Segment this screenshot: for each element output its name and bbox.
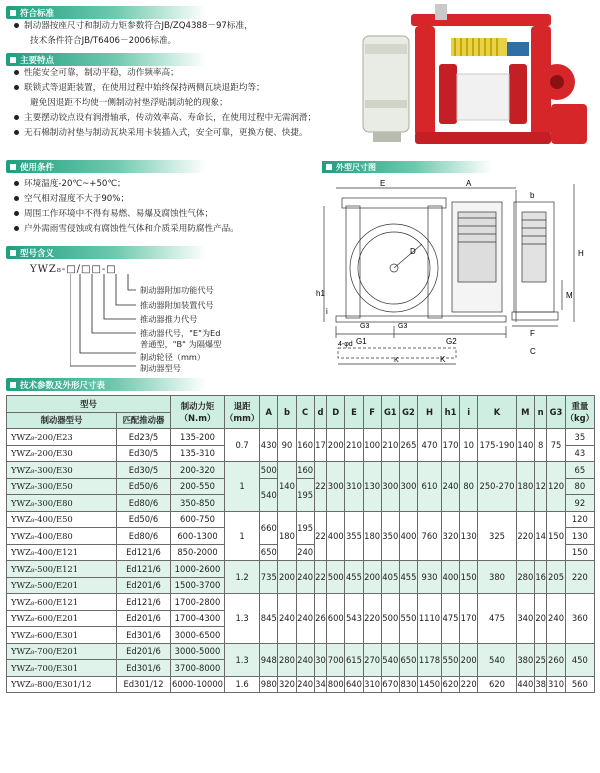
brake-model-cell: YWZ₈-400/E121 xyxy=(7,544,117,561)
torque-cell: 1500-3700 xyxy=(171,577,225,594)
b-cell: 180 xyxy=(278,511,296,561)
brake-product-photo xyxy=(355,4,595,154)
pusher-cell: Ed301/6 xyxy=(117,627,171,644)
b-cell: 320 xyxy=(278,676,296,693)
brake-model-cell: YWZ₈-300/E30 xyxy=(7,462,117,479)
weight-cell: 130 xyxy=(565,528,594,545)
header-retreat: 退距（mm） xyxy=(225,396,260,429)
weight-cell: 92 xyxy=(565,495,594,512)
n-cell: 14 xyxy=(534,511,546,561)
section-outline-drawing: 外型尺寸图 xyxy=(322,161,492,173)
model-label-3: 推动器推力代号 xyxy=(140,314,198,324)
torque-cell: 600-1300 xyxy=(171,528,225,545)
G3-cell: 260 xyxy=(547,643,565,676)
dim-label-G1: G1 xyxy=(356,337,367,346)
K-cell: 475 xyxy=(478,594,516,644)
b-cell: 280 xyxy=(278,643,296,676)
C-cell: 240 xyxy=(296,643,314,676)
C-cell: 160 xyxy=(296,429,314,462)
weight-cell: 220 xyxy=(565,561,594,594)
pusher-cell: Ed121/6 xyxy=(117,561,171,578)
table-row xyxy=(7,511,595,528)
header-col: A xyxy=(260,396,278,429)
header-model: 型号 xyxy=(7,396,171,413)
model-label-7: 制动器型号 xyxy=(140,363,181,373)
G1-cell: 350 xyxy=(381,511,399,561)
M-cell: 340 xyxy=(516,594,534,644)
table-row xyxy=(7,462,595,479)
model-label-2: 推动器附加装置代号 xyxy=(140,300,214,310)
n-cell: 16 xyxy=(534,561,546,594)
F-cell: 100 xyxy=(363,429,381,462)
C-cell: 160 xyxy=(296,462,314,479)
K-cell: 380 xyxy=(478,561,516,594)
G1-cell: 210 xyxy=(381,429,399,462)
pusher-cell: Ed30/5 xyxy=(117,462,171,479)
header-col: E xyxy=(345,396,363,429)
dim-label-C: C xyxy=(530,347,536,356)
F-cell: 310 xyxy=(363,676,381,693)
F-cell: 180 xyxy=(363,511,381,561)
b-cell: 240 xyxy=(278,594,296,644)
retreat-cell: 1 xyxy=(225,462,260,512)
C-cell: 240 xyxy=(296,544,314,561)
G3-cell: 75 xyxy=(547,429,565,462)
b-cell: 200 xyxy=(278,561,296,594)
E-cell: 640 xyxy=(345,676,363,693)
pusher-cell: Ed80/6 xyxy=(117,495,171,512)
section-standards: 符合标准 xyxy=(6,6,206,19)
condition-item: 户外需雨雪侵蚀或有腐蚀性气体和介质采用防腐性产品。 xyxy=(14,223,239,236)
torque-cell: 135-200 xyxy=(171,429,225,446)
G2-cell: 650 xyxy=(399,643,417,676)
E-cell: 455 xyxy=(345,561,363,594)
D-cell: 300 xyxy=(327,462,345,512)
G3-cell: 205 xyxy=(547,561,565,594)
pusher-cell: Ed121/6 xyxy=(117,544,171,561)
M-cell: 280 xyxy=(516,561,534,594)
M-cell: 440 xyxy=(516,676,534,693)
i-cell: 200 xyxy=(460,643,478,676)
h1-cell: 620 xyxy=(441,676,459,693)
model-code-leader-lines xyxy=(70,274,140,370)
standards-line-2: 技术条件符合JB/T6406－2006标准。 xyxy=(30,36,177,46)
pusher-cell: Ed301/12 xyxy=(117,676,171,693)
C-cell: 240 xyxy=(296,676,314,693)
section-features: 主要特点 xyxy=(6,53,206,66)
header-col: M xyxy=(516,396,534,429)
D-cell: 400 xyxy=(327,511,345,561)
torque-cell: 1000-2600 xyxy=(171,561,225,578)
K-cell: 540 xyxy=(478,643,516,676)
dim-label-h1: h1 xyxy=(316,289,325,298)
table-row xyxy=(7,561,595,578)
brake-model-cell: YWZ₈-600/E121 xyxy=(7,594,117,611)
K-cell: 250-270 xyxy=(478,462,516,512)
d-cell: 22 xyxy=(314,511,326,561)
torque-cell: 6000-10000 xyxy=(171,676,225,693)
n-cell: 38 xyxy=(534,676,546,693)
brake-model-cell: YWZ₈-700/E201 xyxy=(7,643,117,660)
weight-cell: 43 xyxy=(565,445,594,462)
weight-cell: 560 xyxy=(565,676,594,693)
M-cell: 180 xyxy=(516,462,534,512)
header-col: G3 xyxy=(547,396,565,429)
G2-cell: 550 xyxy=(399,594,417,644)
retreat-cell: 0.7 xyxy=(225,429,260,462)
feature-item: 性能安全可靠，制动平稳，动作频率高； xyxy=(14,67,179,80)
pusher-cell: Ed50/6 xyxy=(117,478,171,495)
retreat-cell: 1.3 xyxy=(225,643,260,676)
d-cell: 22 xyxy=(314,561,326,594)
header-col: i xyxy=(460,396,478,429)
dim-label-4d: 4-φd xyxy=(338,341,353,348)
H-cell: 1450 xyxy=(418,676,442,693)
brake-model-cell: YWZ₈-600/E301 xyxy=(7,627,117,644)
d-cell: 17 xyxy=(314,429,326,462)
H-cell: 470 xyxy=(418,429,442,462)
pusher-cell: Ed201/6 xyxy=(117,610,171,627)
torque-cell: 200-550 xyxy=(171,478,225,495)
condition-item: 周围工作环境中不得有易燃、易爆及腐蚀性气体； xyxy=(14,208,213,221)
h1-cell: 475 xyxy=(441,594,459,644)
dim-label-i: i xyxy=(326,307,328,316)
H-cell: 760 xyxy=(418,511,442,561)
header-col: b xyxy=(278,396,296,429)
weight-cell: 450 xyxy=(565,643,594,676)
i-cell: 10 xyxy=(460,429,478,462)
F-cell: 200 xyxy=(363,561,381,594)
brake-model-cell: YWZ₈-500/E201 xyxy=(7,577,117,594)
A-cell: 845 xyxy=(260,594,278,644)
dim-label-M: M xyxy=(566,291,573,300)
G1-cell: 500 xyxy=(381,594,399,644)
E-cell: 543 xyxy=(345,594,363,644)
G1-cell: 300 xyxy=(381,462,399,512)
dim-label-G3a: G3 xyxy=(360,323,370,330)
A-cell: 650 xyxy=(260,544,278,561)
header-col: G2 xyxy=(399,396,417,429)
dim-label-K: K xyxy=(440,355,446,364)
G1-cell: 670 xyxy=(381,676,399,693)
D-cell: 500 xyxy=(327,561,345,594)
watermark: kw002.1688.com xyxy=(300,720,481,745)
pusher-cell: Ed23/5 xyxy=(117,429,171,446)
header-col: h1 xyxy=(441,396,459,429)
i-cell: 150 xyxy=(460,561,478,594)
K-cell: 325 xyxy=(478,511,516,561)
G1-cell: 405 xyxy=(381,561,399,594)
section-tech-params: 技术参数及外形尺寸表 xyxy=(6,378,206,391)
pusher-cell: Ed80/6 xyxy=(117,528,171,545)
pusher-cell: Ed301/6 xyxy=(117,660,171,677)
torque-cell: 3000-6500 xyxy=(171,627,225,644)
header-pusher: 匹配推动器 xyxy=(117,412,171,429)
model-label-1: 制动器附加功能代号 xyxy=(140,285,214,295)
feature-item: 无石棉制动衬垫与制动瓦块采用卡装插入式，安全可靠，更换方便、快捷。 xyxy=(14,127,308,140)
feature-item: 避免因退距不均使一侧制动衬垫浮贴制动轮的现象； xyxy=(30,98,228,108)
pusher-cell: Ed201/6 xyxy=(117,643,171,660)
retreat-cell: 1.2 xyxy=(225,561,260,594)
torque-cell: 3700-8000 xyxy=(171,660,225,677)
h1-cell: 170 xyxy=(441,429,459,462)
F-cell: 270 xyxy=(363,643,381,676)
header-col: d xyxy=(314,396,326,429)
D-cell: 200 xyxy=(327,429,345,462)
outline-dimension-drawing xyxy=(316,176,598,366)
torque-cell: 600-750 xyxy=(171,511,225,528)
i-cell: 220 xyxy=(460,676,478,693)
dim-label-Ka: K xyxy=(394,357,399,364)
A-cell: 980 xyxy=(260,676,278,693)
weight-cell: 120 xyxy=(565,511,594,528)
A-cell: 540 xyxy=(260,478,278,511)
A-cell: 948 xyxy=(260,643,278,676)
pusher-cell: Ed50/6 xyxy=(117,511,171,528)
model-label-5: 普通型，"B" 为隔爆型 xyxy=(140,339,222,349)
brake-model-cell: YWZ₈-400/E50 xyxy=(7,511,117,528)
dim-label-A: A xyxy=(466,179,472,188)
G3-cell: 310 xyxy=(547,676,565,693)
table-row xyxy=(7,429,595,446)
G2-cell: 830 xyxy=(399,676,417,693)
header-col: D xyxy=(327,396,345,429)
b-cell: 90 xyxy=(278,429,296,462)
G2-cell: 400 xyxy=(399,511,417,561)
condition-item: 空气相对湿度不大于90%； xyxy=(14,193,129,206)
torque-cell: 850-2000 xyxy=(171,544,225,561)
H-cell: 1110 xyxy=(418,594,442,644)
brake-model-cell: YWZ₈-400/E80 xyxy=(7,528,117,545)
torque-cell: 200-320 xyxy=(171,462,225,479)
G1-cell: 540 xyxy=(381,643,399,676)
header-col: H xyxy=(418,396,442,429)
K-cell: 175-190 xyxy=(478,429,516,462)
i-cell: 130 xyxy=(460,511,478,561)
header-col: F xyxy=(363,396,381,429)
d-cell: 26 xyxy=(314,594,326,644)
table-row xyxy=(7,676,595,693)
E-cell: 615 xyxy=(345,643,363,676)
table-row xyxy=(7,594,595,611)
brake-model-cell: YWZ₈-200/E30 xyxy=(7,445,117,462)
n-cell: 12 xyxy=(534,462,546,512)
D-cell: 800 xyxy=(327,676,345,693)
header-torque: 制动力矩（N.m） xyxy=(171,396,225,429)
G2-cell: 265 xyxy=(399,429,417,462)
C-cell: 240 xyxy=(296,561,314,594)
A-cell: 660 xyxy=(260,511,278,544)
table-row xyxy=(7,643,595,660)
h1-cell: 400 xyxy=(441,561,459,594)
header-col: n xyxy=(534,396,546,429)
dim-label-H: H xyxy=(578,249,584,258)
retreat-cell: 1 xyxy=(225,511,260,561)
n-cell: 25 xyxy=(534,643,546,676)
header-col: K xyxy=(478,396,516,429)
weight-cell: 65 xyxy=(565,462,594,479)
F-cell: 130 xyxy=(363,462,381,512)
pusher-cell: Ed121/6 xyxy=(117,594,171,611)
dim-label-G2: G2 xyxy=(446,337,457,346)
brake-model-cell: YWZ₈-200/E23 xyxy=(7,429,117,446)
model-label-4: 推动器代号，"E"为Ed xyxy=(140,328,221,338)
D-cell: 700 xyxy=(327,643,345,676)
dim-label-G3b: G3 xyxy=(398,323,408,330)
G2-cell: 300 xyxy=(399,462,417,512)
G3-cell: 120 xyxy=(547,462,565,512)
C-cell: 240 xyxy=(296,594,314,644)
brake-model-cell: YWZ₈-500/E121 xyxy=(7,561,117,578)
torque-cell: 1700-2800 xyxy=(171,594,225,611)
torque-cell: 135-310 xyxy=(171,445,225,462)
M-cell: 220 xyxy=(516,511,534,561)
dim-label-b: b xyxy=(530,191,535,200)
C-cell: 195 xyxy=(296,478,314,511)
retreat-cell: 1.6 xyxy=(225,676,260,693)
header-brake-model: 制动器型号 xyxy=(7,412,117,429)
torque-cell: 1700-4300 xyxy=(171,610,225,627)
brake-model-cell: YWZ₈-800/E301/12 xyxy=(7,676,117,693)
D-cell: 600 xyxy=(327,594,345,644)
C-cell: 195 xyxy=(296,511,314,544)
A-cell: 500 xyxy=(260,462,278,479)
h1-cell: 550 xyxy=(441,643,459,676)
H-cell: 1178 xyxy=(418,643,442,676)
i-cell: 170 xyxy=(460,594,478,644)
feature-item: 主要摆动铰点设有润滑轴承，传动效率高、寿命长，在使用过程中无需润滑； xyxy=(14,112,316,125)
h1-cell: 240 xyxy=(441,462,459,512)
brake-model-cell: YWZ₈-300/E80 xyxy=(7,495,117,512)
E-cell: 210 xyxy=(345,429,363,462)
d-cell: 34 xyxy=(314,676,326,693)
n-cell: 20 xyxy=(534,594,546,644)
H-cell: 610 xyxy=(418,462,442,512)
E-cell: 310 xyxy=(345,462,363,512)
pusher-cell: Ed201/6 xyxy=(117,577,171,594)
tech-params-table xyxy=(6,395,595,693)
model-code: YWZ₈-□/□□-□ xyxy=(30,264,117,275)
M-cell: 140 xyxy=(516,429,534,462)
weight-cell: 80 xyxy=(565,478,594,495)
h1-cell: 320 xyxy=(441,511,459,561)
G2-cell: 455 xyxy=(399,561,417,594)
pusher-cell: Ed30/5 xyxy=(117,445,171,462)
feature-item: 联锁式等退距装置，在使用过程中始终保持两侧瓦块退距均等； xyxy=(14,82,265,95)
header-col: C xyxy=(296,396,314,429)
n-cell: 8 xyxy=(534,429,546,462)
d-cell: 22 xyxy=(314,462,326,512)
i-cell: 80 xyxy=(460,462,478,512)
G3-cell: 240 xyxy=(547,594,565,644)
brake-model-cell: YWZ₈-300/E50 xyxy=(7,478,117,495)
torque-cell: 350-850 xyxy=(171,495,225,512)
section-model-meaning: 型号含义 xyxy=(6,246,206,259)
torque-cell: 3000-5000 xyxy=(171,643,225,660)
A-cell: 430 xyxy=(260,429,278,462)
weight-cell: 150 xyxy=(565,544,594,561)
dim-label-E: E xyxy=(380,179,386,188)
model-label-6: 制动轮径（mm） xyxy=(140,352,206,362)
F-cell: 220 xyxy=(363,594,381,644)
condition-item: 环境温度-20℃~+50℃； xyxy=(14,178,126,191)
dim-label-D: D xyxy=(410,247,416,256)
weight-cell: 35 xyxy=(565,429,594,446)
G3-cell: 150 xyxy=(547,511,565,561)
d-cell: 30 xyxy=(314,643,326,676)
brake-model-cell: YWZ₈-600/E201 xyxy=(7,610,117,627)
b-cell: 140 xyxy=(278,462,296,512)
M-cell: 380 xyxy=(516,643,534,676)
retreat-cell: 1.3 xyxy=(225,594,260,644)
E-cell: 355 xyxy=(345,511,363,561)
weight-cell: 360 xyxy=(565,594,594,644)
dim-label-F: F xyxy=(530,329,535,338)
H-cell: 930 xyxy=(418,561,442,594)
brake-model-cell: YWZ₈-700/E301 xyxy=(7,660,117,677)
header-col: G1 xyxy=(381,396,399,429)
A-cell: 735 xyxy=(260,561,278,594)
standards-line-1: 制动器按座尺寸和制动力矩参数符合JB/ZQ4388－97标准， xyxy=(14,20,253,33)
K-cell: 620 xyxy=(478,676,516,693)
section-conditions: 使用条件 xyxy=(6,160,206,173)
header-weight: 重量（kg） xyxy=(565,396,594,429)
